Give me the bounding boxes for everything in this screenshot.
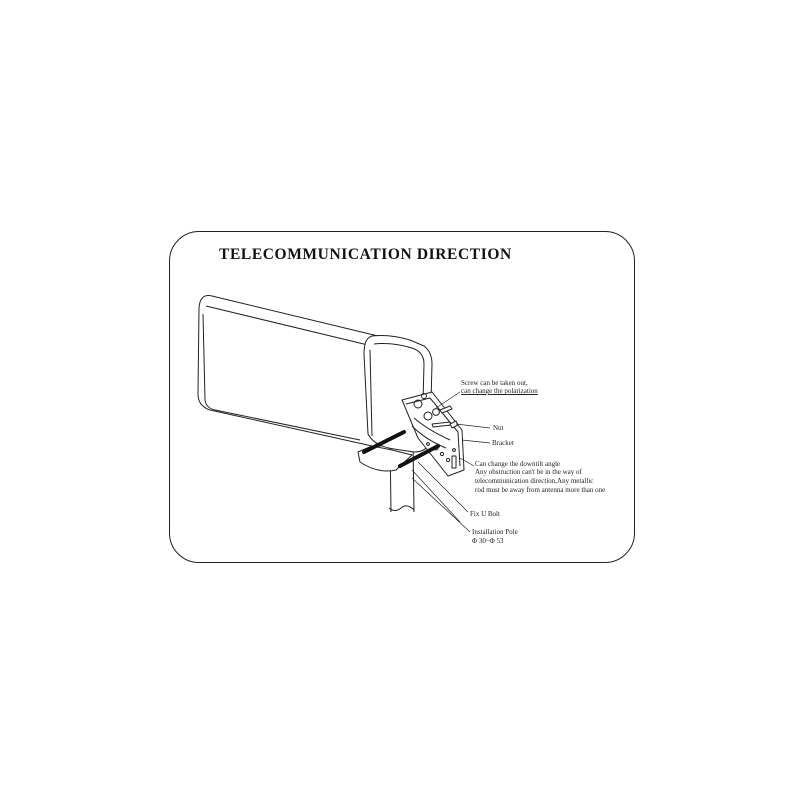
label-screw-line1: Screw can be taken out, [461,379,528,387]
label-downtilt-line1: Can change the downtilt angle [475,460,561,468]
label-downtilt-line2: Any obstruction can't be in the way of [475,468,582,476]
label-pole-line2: Φ 30~Φ 53 [472,537,504,545]
label-downtilt-line4: rod must be away from antenna more than one [475,486,606,494]
label-bracket: Bracket [492,439,514,447]
label-downtilt-line3: telecommunication direction,Any metallic [475,477,594,485]
label-screw-line2: can change the polarization [461,387,538,395]
label-pole-line1: Installation Pole [472,528,518,536]
antenna-body [198,296,432,472]
label-ubolt: Fix U Bolt [470,510,500,518]
label-nut: Nut [493,424,504,432]
diagram-title: TELECOMMUNICATION DIRECTION [219,246,512,263]
